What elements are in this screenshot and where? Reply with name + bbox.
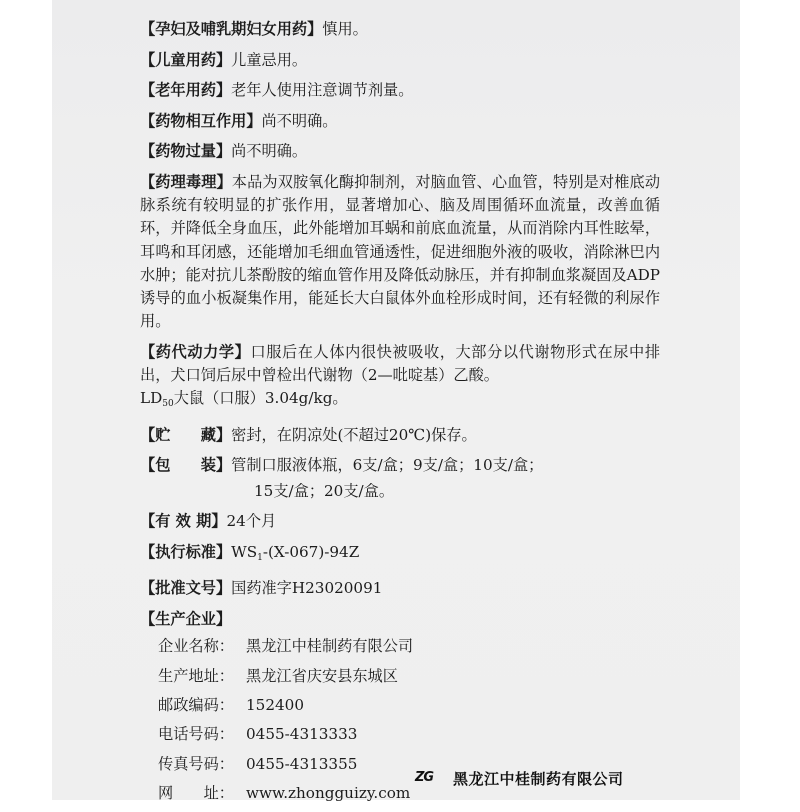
manufacturer-key: 生产地址： <box>158 666 234 685</box>
children-value: 儿童忌用。 <box>231 50 308 69</box>
standard-section <box>140 541 660 570</box>
manufacturer-key: 邮政编码： <box>158 695 234 714</box>
standard-value-b: -(X-067)-94Z <box>262 542 360 561</box>
overdose-section <box>140 140 660 163</box>
manufacturer-key: 企业名称： <box>158 637 234 656</box>
pharmacology-section <box>140 171 660 333</box>
storage-value: 密封，在阴凉处(不超过20℃)保存。 <box>231 425 477 444</box>
manufacturer-value: 黑龙江中桂制药有限公司 <box>246 637 414 656</box>
manufacturer-value: 0455-4313333 <box>246 725 358 744</box>
manufacturer-row-phone <box>140 723 660 746</box>
ld50-subscript: 50 <box>162 399 174 410</box>
package-continuation <box>140 480 660 503</box>
children-label: 【儿童用药】 <box>140 50 232 69</box>
manufacturer-value: www.zhongguizy.com <box>246 784 411 803</box>
elderly-value: 老年人使用注意调节剂量。 <box>231 81 414 100</box>
approval-section <box>140 577 660 600</box>
left-margin <box>0 0 52 800</box>
manufacturer-value: 152400 <box>246 695 304 714</box>
children-section <box>140 49 660 72</box>
interaction-label: 【药物相互作用】 <box>140 111 262 130</box>
pregnancy-value: 慎用。 <box>322 20 368 38</box>
footer-company-name: 黑龙江中桂制药有限公司 <box>453 769 624 788</box>
manufacturer-row-postcode <box>140 694 660 717</box>
storage-label: 【贮 藏】 <box>140 425 232 444</box>
overdose-value: 尚不明确。 <box>231 142 308 161</box>
interaction-value: 尚不明确。 <box>261 111 338 130</box>
company-logo-icon: ZG <box>415 770 434 785</box>
interaction-section <box>140 110 660 133</box>
package-value-line1: 管制口服液体瓶，6支/盒；9支/盒；10支/盒； <box>231 456 544 475</box>
ld50-prefix: LD <box>140 389 163 408</box>
manufacturer-key: 网 址： <box>158 784 234 803</box>
elderly-section <box>140 79 660 102</box>
package-section <box>140 454 660 477</box>
manufacturer-row-name <box>140 635 660 658</box>
manufacturer-section <box>140 608 660 631</box>
validity-section <box>140 510 660 533</box>
pregnancy-section <box>140 18 660 41</box>
standard-subscript: 1 <box>257 552 263 563</box>
standard-label: 【执行标准】 <box>140 542 232 561</box>
pharmacokinetics-value: 口服后在人体内很快被吸收，大部分以代谢物形式在尿中排出，犬口饲后尿中曾检出代谢物（2—吡啶基）乙酸。 <box>140 342 661 384</box>
manufacturer-label: 【生产企业】 <box>140 609 232 628</box>
insert-content <box>140 18 660 812</box>
footer-brand <box>415 767 655 789</box>
manufacturer-key: 传真号码： <box>158 754 234 773</box>
pharmacology-value: 本品为双胺氧化酶抑制剂，对脑血管、心血管，特别是对椎底动脉系统有较明显的扩张作用，显著增加心、脑及周围循环血流量，改善血循环，并降低全身血压，此外能增加耳蜗和前底血流量，从而消除内耳性眩晕，耳鸣和耳闭感，还能增加毛细血管通透性，促进细胞外液的吸收，消除淋巴内水肿；能对抗儿茶酚胺的缩血管作用及降低动脉压，并有抑制血浆凝固及ADP诱导的血小板凝集作用，能延长大白鼠体外血栓形成时间，还有轻微的利尿作用。 <box>140 172 661 331</box>
manufacturer-value: 黑龙江省庆安县东城区 <box>246 666 398 685</box>
manufacturer-value: 0455-4313355 <box>246 754 358 773</box>
storage-section <box>140 424 660 447</box>
right-margin <box>740 0 800 800</box>
validity-value: 24个月 <box>226 512 277 531</box>
validity-label: 【有 效 期】 <box>140 512 227 531</box>
pharmacology-label: 【药理毒理】 <box>140 172 232 191</box>
pregnancy-label: 【孕妇及哺乳期妇女用药】 <box>140 20 323 38</box>
pharmacokinetics-label: 【药代动力学】 <box>140 342 251 361</box>
package-value-line2: 15支/盒；20支/盒。 <box>254 481 395 500</box>
elderly-label: 【老年用药】 <box>140 81 232 100</box>
pharmacokinetics-section <box>140 341 660 417</box>
approval-label: 【批准文号】 <box>140 579 232 598</box>
approval-value: 国药准字H23020091 <box>231 579 383 598</box>
standard-value-a: WS <box>231 542 258 561</box>
manufacturer-key: 电话号码： <box>158 725 234 744</box>
ld50-value: 大鼠（口服）3.04g/kg。 <box>173 389 348 408</box>
package-label: 【包 装】 <box>140 456 232 475</box>
overdose-label: 【药物过量】 <box>140 142 232 161</box>
manufacturer-row-address <box>140 665 660 688</box>
